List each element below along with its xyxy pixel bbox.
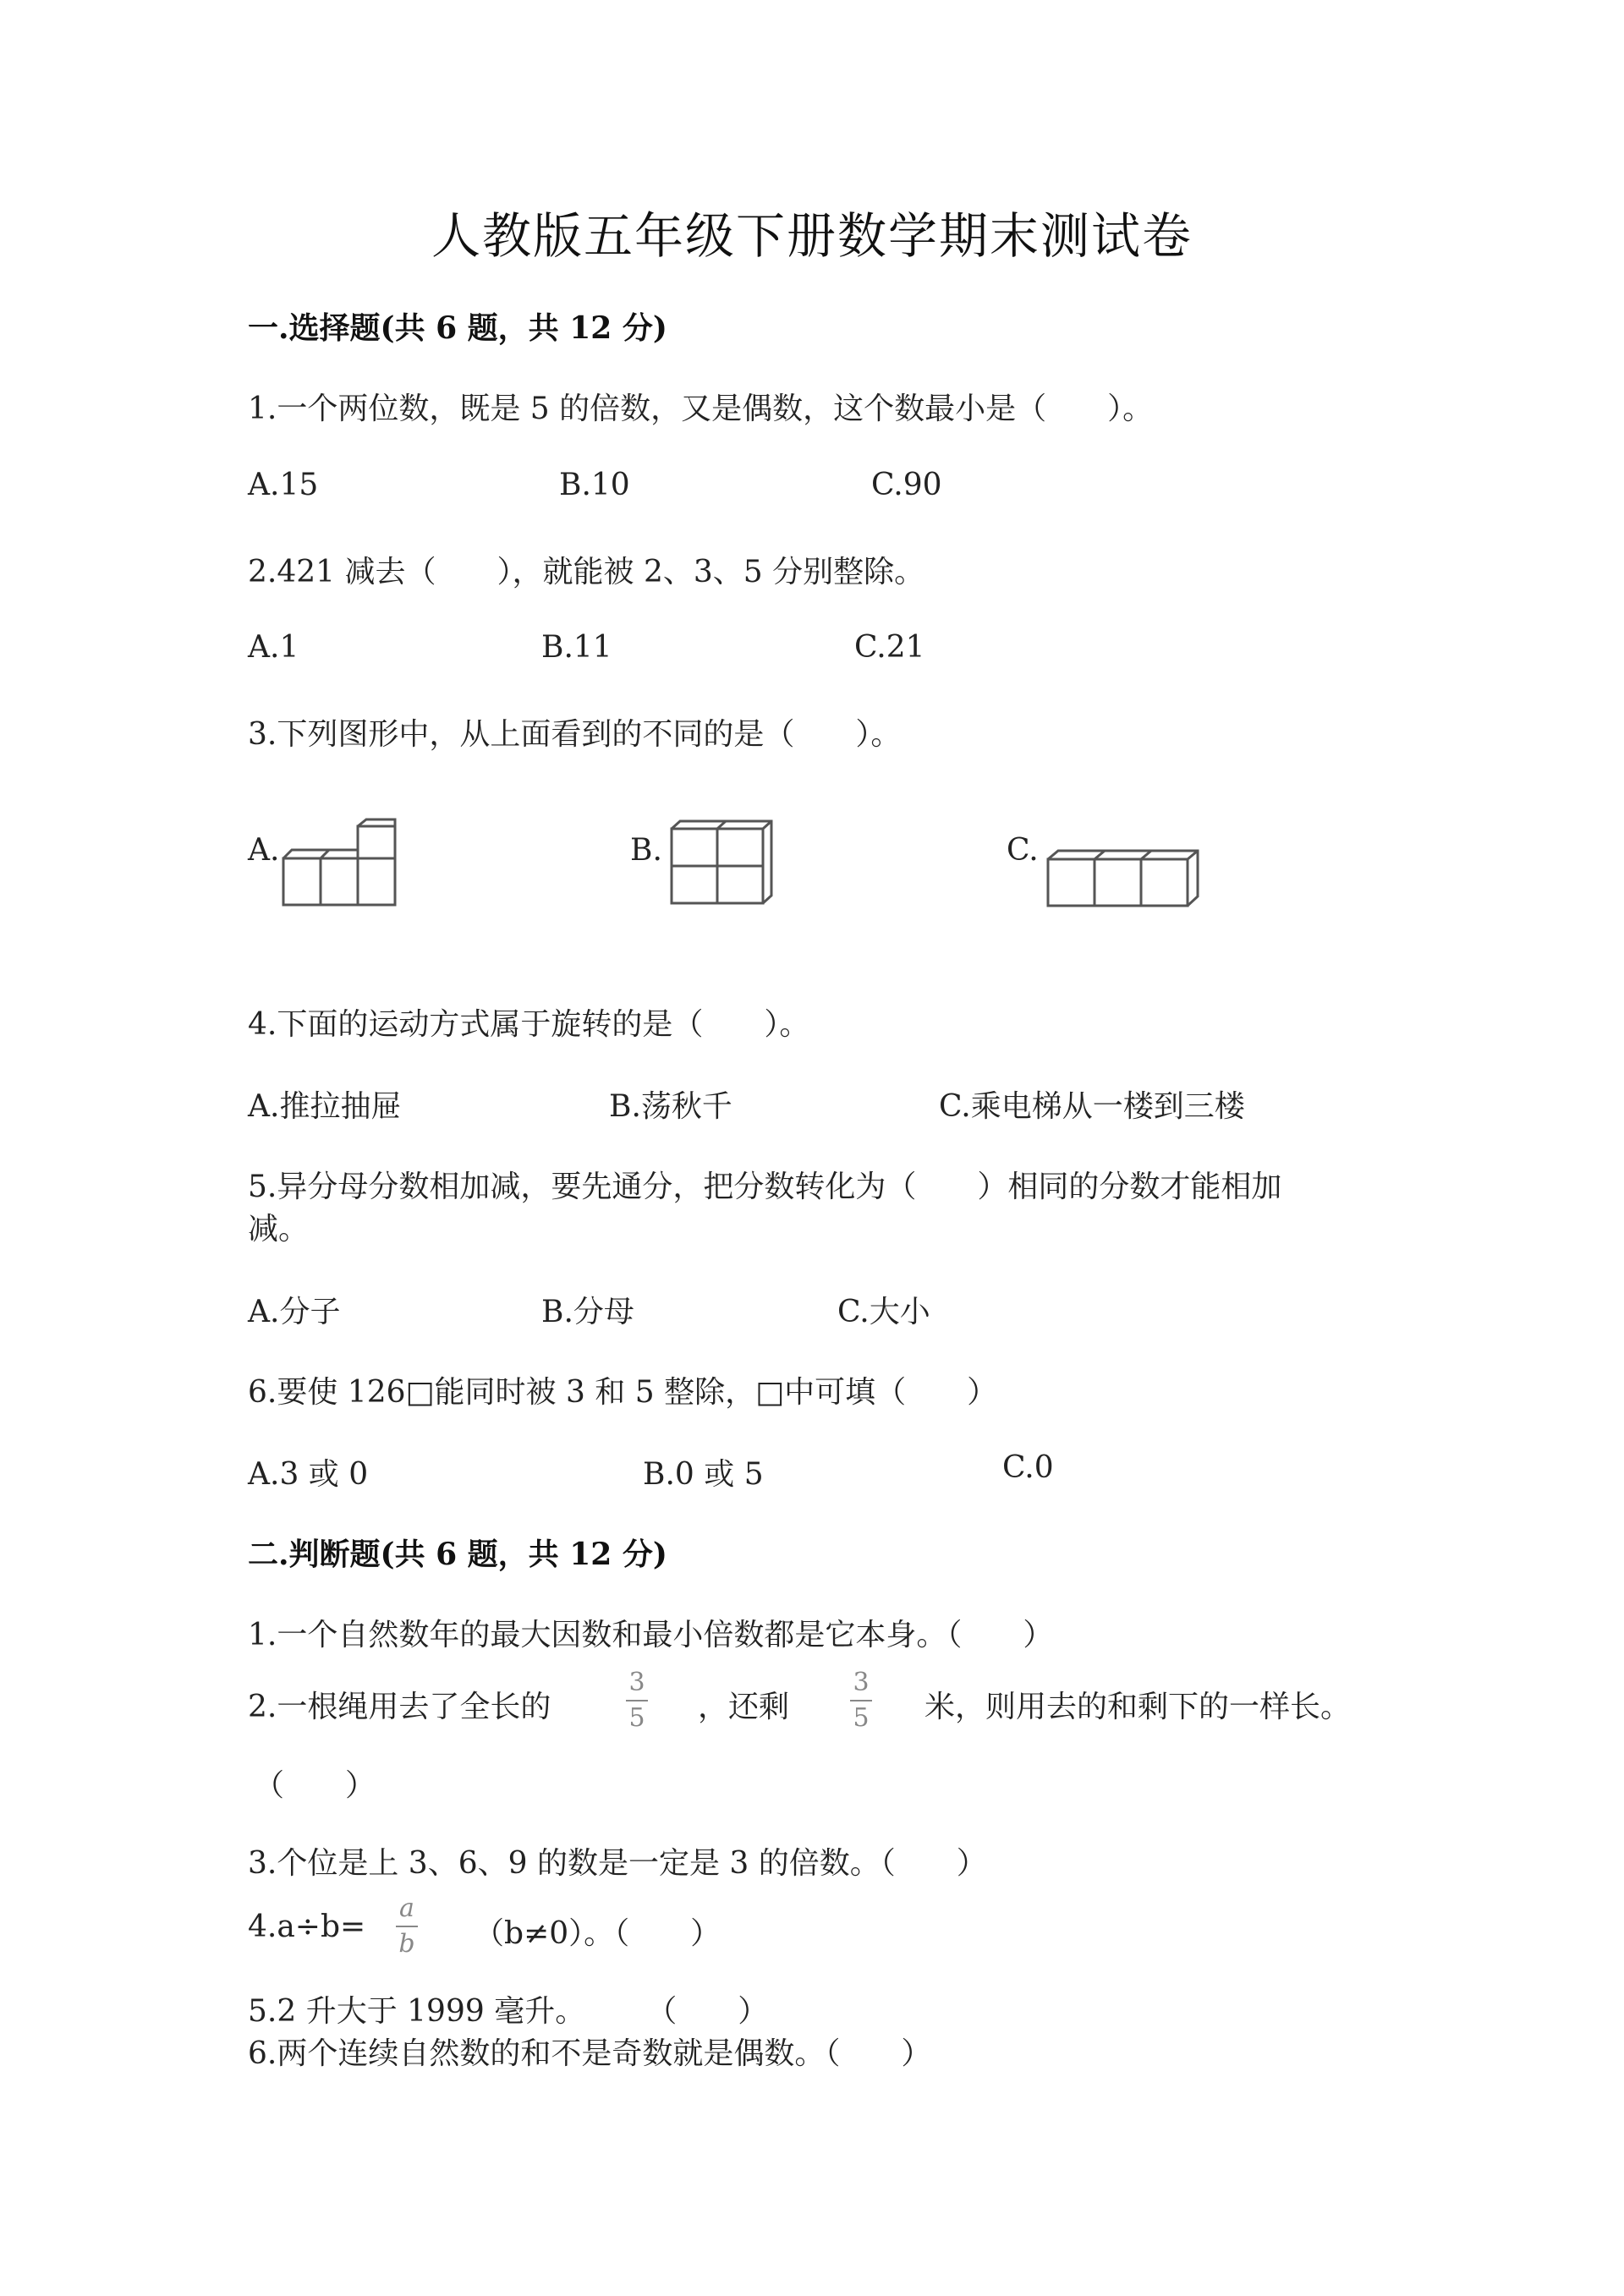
option-1-2-c: C.21 (854, 630, 925, 665)
question-1-5-line1: 5.异分母分数相加减，要先通分，把分数转化为（ ）相同的分数才能相加 (248, 1170, 1282, 1204)
question-2-2-part1: 2.一根绳用去了全长的 (248, 1690, 551, 1724)
option-1-5-c: C.大小 (837, 1295, 930, 1329)
fraction-a-over-b (396, 1893, 418, 1959)
option-1-3-a: A. (248, 833, 280, 868)
question-2-2-part2: ，还剩 (698, 1690, 790, 1724)
option-1-2-b: B.11 (541, 630, 612, 665)
question-2-1: 1.一个自然数年的最大因数和最小倍数都是它本身。（ ） (248, 1618, 1054, 1652)
option-1-6-c: C.0 (1002, 1450, 1054, 1485)
question-1-3: 3.下列图形中，从上面看到的不同的是（ ）。 (248, 717, 902, 752)
fraction-numerator: 3 (628, 1668, 645, 1697)
option-1-1-c: C.90 (871, 468, 942, 502)
figure-a-cubes (279, 816, 406, 913)
option-1-4-b: B.荡秋千 (609, 1089, 732, 1124)
section-heading-choice: 一.选择题(共 6 题，共 12 分) (248, 310, 667, 346)
fraction-numerator: a (399, 1893, 414, 1923)
fraction-three-fifths-2 (850, 1670, 872, 1731)
option-1-4-a: A.推拉抽屉 (248, 1089, 402, 1124)
figure-c-cubes (1045, 846, 1214, 913)
fraction-denominator: 5 (628, 1703, 645, 1733)
question-2-2-part3: 米，则用去的和剩下的一样长。 (924, 1690, 1352, 1724)
question-2-2-paren: （ ） (254, 1768, 376, 1803)
fraction-numerator: 3 (853, 1668, 870, 1697)
option-1-2-a: A.1 (248, 630, 299, 665)
question-1-6: 6.要使 126□能同时被 3 和 5 整除，□中可填（ ） (248, 1375, 998, 1410)
option-1-1-b: B.10 (559, 468, 630, 502)
figure-b-cubes (668, 819, 778, 912)
option-1-5-a: A.分子 (248, 1295, 341, 1329)
option-1-6-a: A.3 或 0 (248, 1457, 369, 1492)
section-heading-judgement: 二.判断题(共 6 题，共 12 分) (248, 1537, 667, 1572)
question-2-6: 6.两个连续自然数的和不是奇数就是偶数。（ ） (248, 2036, 932, 2071)
option-1-3-b: B. (630, 833, 662, 868)
option-1-6-b: B.0 或 5 (643, 1457, 764, 1492)
fraction-three-fifths-1 (626, 1670, 648, 1731)
question-2-4-part2: （b≠0）。（ ） (474, 1916, 721, 1951)
question-1-1: 1.一个两位数，既是 5 的倍数，又是偶数，这个数最小是（ ）。 (248, 392, 1154, 426)
question-2-5: 5.2 升大于 1999 毫升。 （ ） (248, 1994, 769, 2029)
option-1-1-a: A.15 (248, 468, 319, 502)
option-1-3-c: C. (1007, 833, 1039, 868)
page-title: 人教版五年级下册数学期末测试卷 (431, 207, 1193, 265)
question-1-5-line2: 减。 (248, 1212, 310, 1247)
question-1-4: 4.下面的运动方式属于旋转的是（ ）。 (248, 1007, 810, 1042)
option-1-5-b: B.分母 (541, 1295, 634, 1329)
fraction-denominator: b (398, 1929, 415, 1959)
question-2-4-part1: 4.a÷b= (248, 1910, 366, 1944)
question-2-3: 3.个位是上 3、6、9 的数是一定是 3 的倍数。（ ） (248, 1846, 987, 1881)
option-1-4-c: C.乘电梯从一楼到三楼 (939, 1089, 1245, 1124)
question-1-2: 2.421 减去（ ），就能被 2、3、5 分别整除。 (248, 555, 925, 589)
fraction-denominator: 5 (853, 1703, 870, 1733)
